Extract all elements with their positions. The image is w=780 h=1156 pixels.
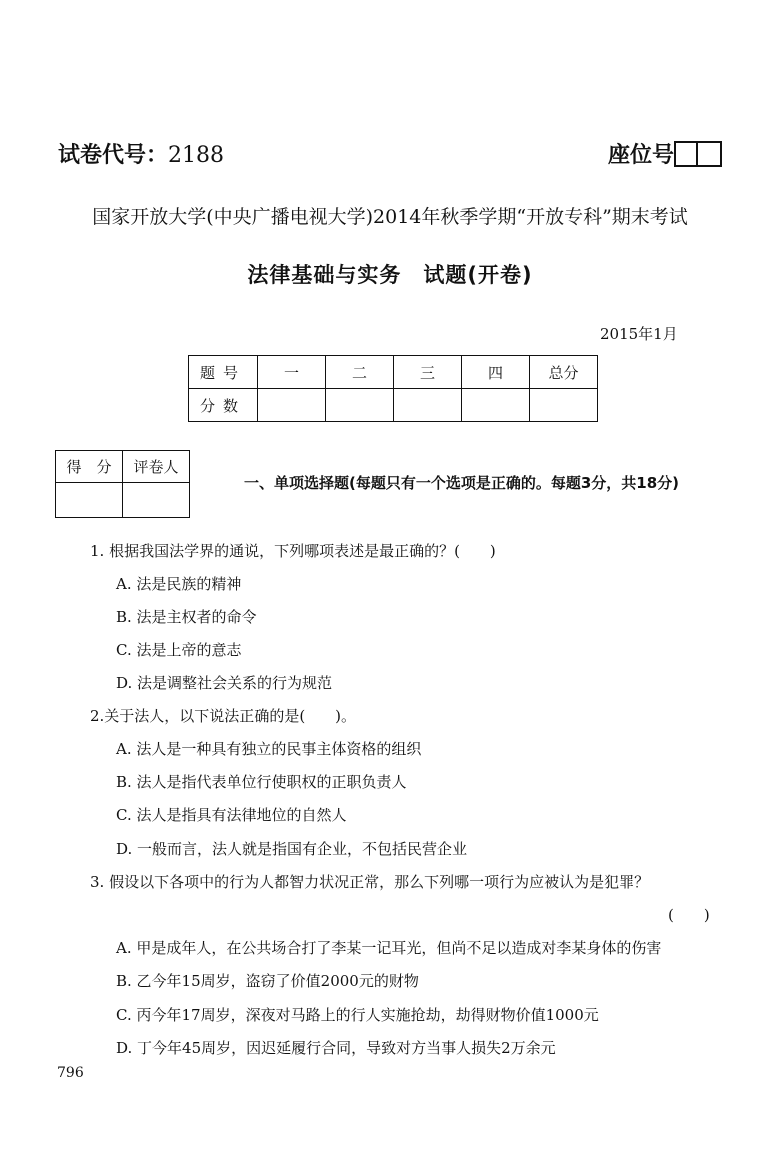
score-cell — [258, 389, 326, 422]
page-number: 796 — [57, 1065, 84, 1081]
question-option: C. 法人是指具有法律地位的自然人 — [116, 806, 347, 824]
question-stem: 3. 假设以下各项中的行为人都智力状况正常，那么下列哪一项行为应被认为是犯罪？ — [90, 873, 650, 891]
score-cell — [462, 389, 530, 422]
question-option: C. 法是上帝的意志 — [116, 641, 242, 659]
score-table-header-row — [189, 356, 598, 389]
score-cell — [326, 389, 394, 422]
exam-title: 国家开放大学(中央广播电视大学)2014年秋季学期“开放专科”期末考试 — [92, 206, 688, 228]
question-option: B. 法人是指代表单位行使职权的正职负责人 — [116, 773, 407, 791]
score-table — [188, 355, 598, 422]
paper-code — [58, 138, 224, 169]
score-table-row-head: 分数 — [189, 389, 258, 422]
score-cell — [394, 389, 462, 422]
question-option: D. 一般而言，法人就是指国有企业，不包括民营企业 — [116, 840, 468, 858]
answer-bracket: ( ) — [668, 906, 710, 924]
score-table-column: 二 — [326, 356, 394, 389]
grader-score-label: 得 分 — [56, 451, 123, 483]
question-option: D. 法是调整社会关系的行为规范 — [116, 674, 333, 692]
paper-code-label: 试卷代号： — [58, 143, 169, 168]
question-stem: 2.关于法人，以下说法正确的是( )。 — [90, 707, 357, 725]
question-option: B. 乙今年15周岁，盗窃了价值2000元的财物 — [116, 972, 419, 990]
question-option: B. 法是主权者的命令 — [116, 608, 257, 626]
subject-title: 法律基础与实务 试题(开卷) — [247, 263, 533, 287]
score-table-column: 一 — [258, 356, 326, 389]
seat-number — [608, 138, 722, 169]
seat-box — [674, 141, 698, 167]
seat-box — [698, 141, 722, 167]
grader-score-cell — [56, 483, 123, 518]
question-option: A. 甲是成年人，在公共场合打了李某一记耳光，但尚不足以造成对李某身体的伤害 — [116, 939, 662, 957]
score-table-score-row — [189, 389, 598, 422]
section-title: 一、单项选择题(每题只有一个选项是正确的。每题3分，共18分) — [244, 474, 680, 492]
score-table-row-head: 题号 — [189, 356, 258, 389]
question-option: A. 法是民族的精神 — [116, 575, 242, 593]
score-table-column: 三 — [394, 356, 462, 389]
exam-date: 2015年1月 — [600, 325, 678, 343]
score-table-column: 总分 — [530, 356, 598, 389]
score-table-column: 四 — [462, 356, 530, 389]
seat-label: 座位号 — [608, 143, 675, 168]
grader-name-cell — [123, 483, 190, 518]
question-option: A. 法人是一种具有独立的民事主体资格的组织 — [116, 740, 422, 758]
grader-table — [55, 450, 190, 518]
grader-name-label: 评卷人 — [123, 451, 190, 483]
paper-code-number: 2188 — [168, 143, 225, 168]
question-stem: 1. 根据我国法学界的通说，下列哪项表述是最正确的？( ) — [90, 542, 496, 560]
question-option: C. 丙今年17周岁，深夜对马路上的行人实施抢劫，劫得财物价值1000元 — [116, 1006, 599, 1024]
score-cell — [530, 389, 598, 422]
question-option: D. 丁今年45周岁，因迟延履行合同，导致对方当事人损失2万余元 — [116, 1039, 556, 1057]
